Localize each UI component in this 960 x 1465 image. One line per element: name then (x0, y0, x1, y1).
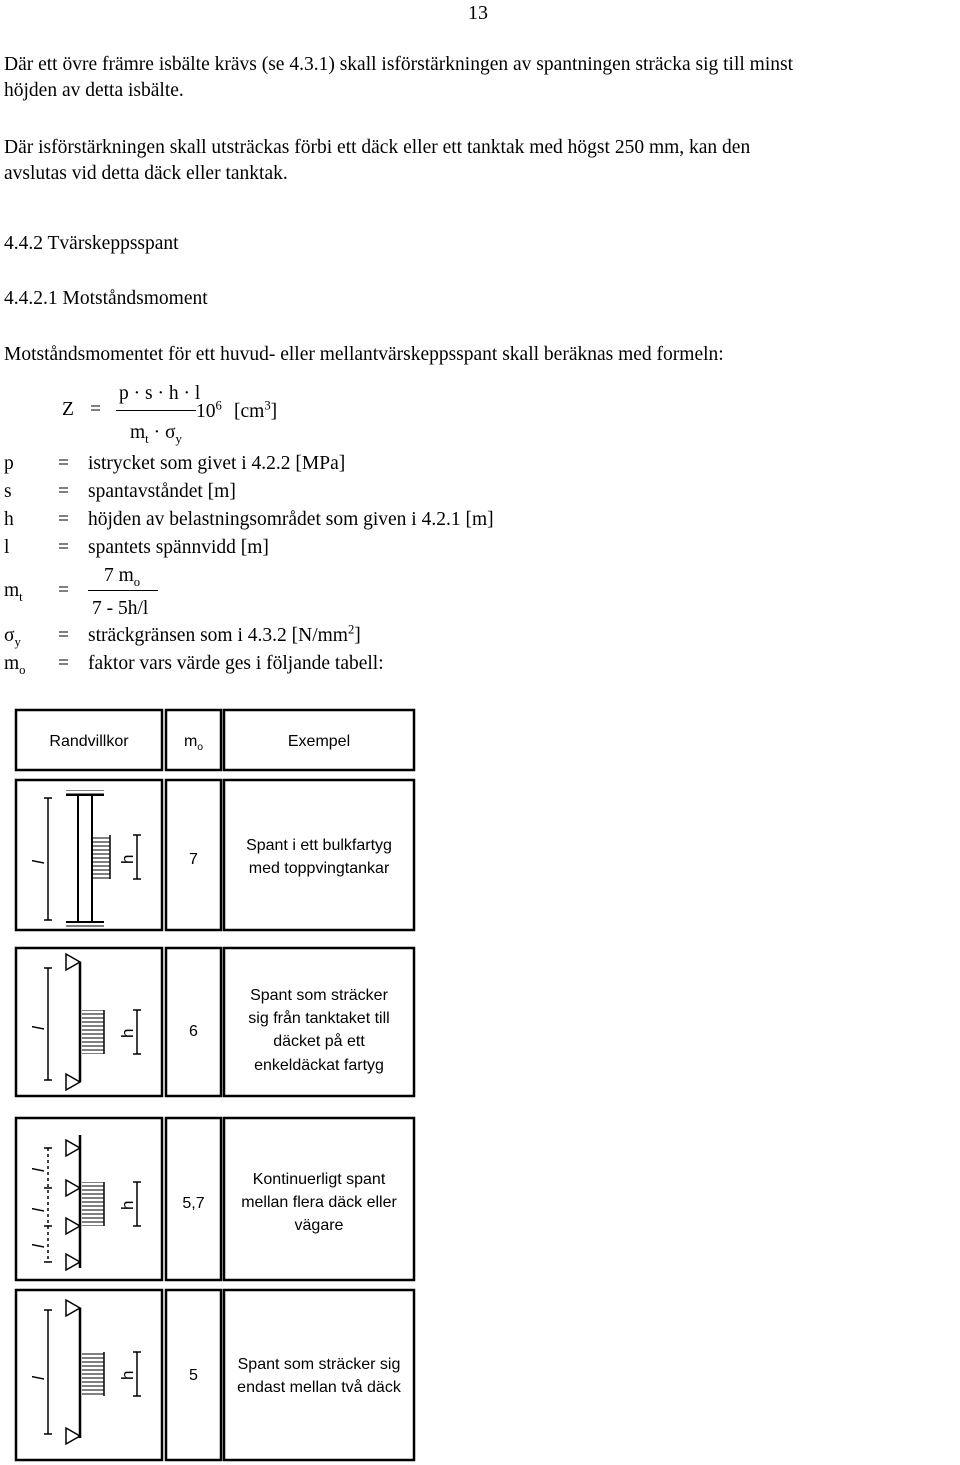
paragraph-isbalte-line2: höjden av detta isbälte. (4, 80, 184, 101)
formula-denominator: $m_t \cdot \sigma_y$ (130, 422, 182, 446)
row2-mo: 6 (189, 1023, 198, 1040)
row4-l-label: l (29, 1376, 48, 1380)
row3-l1-label: l (29, 1168, 48, 1172)
formula-eq: = (90, 399, 101, 420)
row4-h-label: h (118, 1370, 137, 1380)
paragraph-tanktak-line2: avslutas vid detta däck eller tanktak. (4, 163, 288, 184)
row3-h-label: h (118, 1200, 137, 1210)
row2-l-label: l (29, 1026, 48, 1030)
formula-numerator: p · s · h · l (119, 383, 201, 404)
subsection-heading: 4.4.2.1 Motståndsmoment (4, 288, 208, 309)
diagram-simply-supported (44, 954, 141, 1090)
row4-example: Spant som sträcker sig endast mellan två däck (237, 1356, 401, 1397)
row1-l-label: l (29, 860, 48, 864)
formula-lhs: Z (62, 399, 74, 420)
row3-l3-label: l (29, 1244, 48, 1248)
header-mo: $m_o$ (183, 733, 204, 754)
row2-example: Spant som sträcker sig från tanktaket till däcket på ett enkeldäckat fartyg (248, 987, 390, 1074)
formula-unit: $[cm^3]$ (234, 398, 278, 422)
page-number: 13 (468, 2, 488, 24)
row1-example: Spant i ett bulkfartyg med toppvingtankar (246, 837, 392, 878)
intro-paragraph: Motståndsmomentet för ett huvud- eller mellantvärskeppsspant skall beräknas med formeln: (4, 344, 724, 365)
mt-denominator: 7 - 5h/l (92, 598, 149, 619)
row1-mo: 7 (189, 851, 198, 868)
formula-factor: $10^6$ (196, 398, 222, 422)
row2-h-label: h (118, 1028, 137, 1038)
row3-example: Kontinuerligt spant mellan flera däck eller vägare (241, 1171, 397, 1235)
paragraph-isbalte-line1: Där ett övre främre isbälte krävs (se 4.3.1) skall isförstärkningen av spantningen sträcka sig till minst (4, 54, 793, 75)
mt-numerator: 7 $m_o$ (104, 565, 141, 589)
paragraph-tanktak-line1: Där isförstärkningen skall utsträckas förbi ett däck eller ett tanktak med högst 250 mm, kan den (4, 137, 751, 158)
row1-h-label: h (118, 854, 137, 864)
header-exempel: Exempel (287, 733, 351, 750)
section-heading: 4.4.2 Tvärskeppsspant (4, 233, 179, 254)
row4-mo: 5 (189, 1367, 198, 1384)
row3-l2-label: l (29, 1208, 48, 1212)
row3-mo: 5,7 (182, 1195, 205, 1212)
header-randvillkor: Randvillkor (49, 733, 129, 750)
